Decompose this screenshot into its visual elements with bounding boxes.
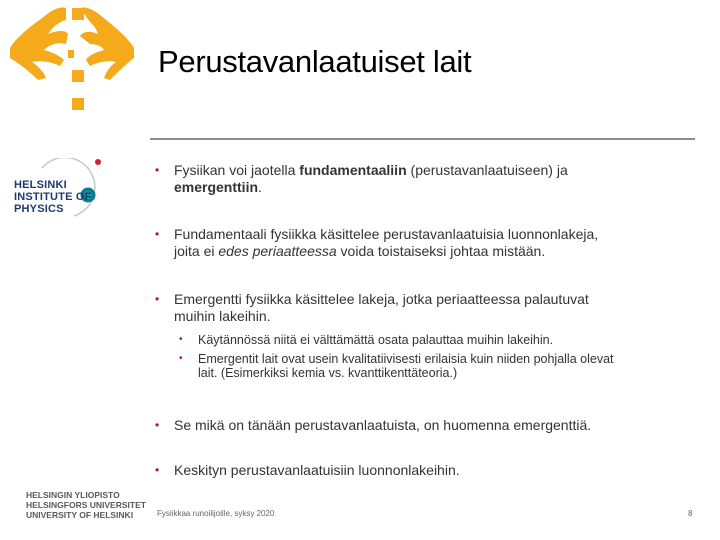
bullet-item [155,226,695,260]
helsinki-flame-logo-icon [8,0,138,115]
bullet-marker: • [155,227,160,241]
bullet-item [155,462,695,479]
slide-title: Perustavanlaatuiset lait [158,44,472,79]
sub-bullet-text: Käytännössä niitä ei välttämättä osata palauttaa muihin lakeihin. [198,333,554,347]
sub-bullet-item [179,352,699,380]
bullet-marker: • [179,353,183,364]
bullet-item [155,291,695,325]
page-number: 8 [688,509,693,518]
footer-course: Fysiikkaa runoilijoille, syksy 2020 [157,509,275,518]
bullet-text: Keskityn perustavanlaatuisiin luonnonlakeihin. [174,462,460,478]
bullet-marker: • [155,163,160,177]
sub-bullet-item [179,333,699,347]
title-divider [150,138,695,140]
bullet-text: Fysiikan voi jaotella fundamentaaliin (perustavanlaatuiseen) ja emergenttiin. [174,162,568,195]
hip-name-line-2: INSTITUTE OF [14,191,92,203]
sub-bullet-text: Emergentit lait ovat usein kvalitatiivisesti erilaisia kuin niiden pohjalla olevat lait. (Esimerkiksi kemia vs. kvanttikenttäteoria.) [198,352,614,380]
university-name-sv: HELSINGFORS UNIVERSITET [26,500,146,510]
bullet-item [155,162,695,196]
hip-name-line-1: HELSINKI [14,179,67,191]
sidebar [0,0,146,540]
bullet-marker: • [155,418,160,432]
university-name-fi: HELSINGIN YLIOPISTO [26,490,120,500]
bullet-marker: • [155,292,160,306]
bullet-text: Fundamentaali fysiikka käsittelee perustavanlaatuisia luonnonlakeja, joita ei edes periaatteessa voida toistaiseksi johtaa mistään. [174,226,599,259]
bullet-marker: • [179,334,183,345]
bullet-text: Se mikä on tänään perustavanlaatuista, on huomenna emergenttiä. [174,417,592,433]
hip-name-line-3: PHYSICS [14,203,64,215]
university-name-en: UNIVERSITY OF HELSINKI [26,510,134,520]
bullet-text: Emergentti fysiikka käsittelee lakeja, jotka periaatteessa palautuvat muihin lakeihin. [174,291,589,324]
university-name [26,490,146,520]
bullet-item [155,417,695,434]
bullet-marker: • [155,463,160,477]
